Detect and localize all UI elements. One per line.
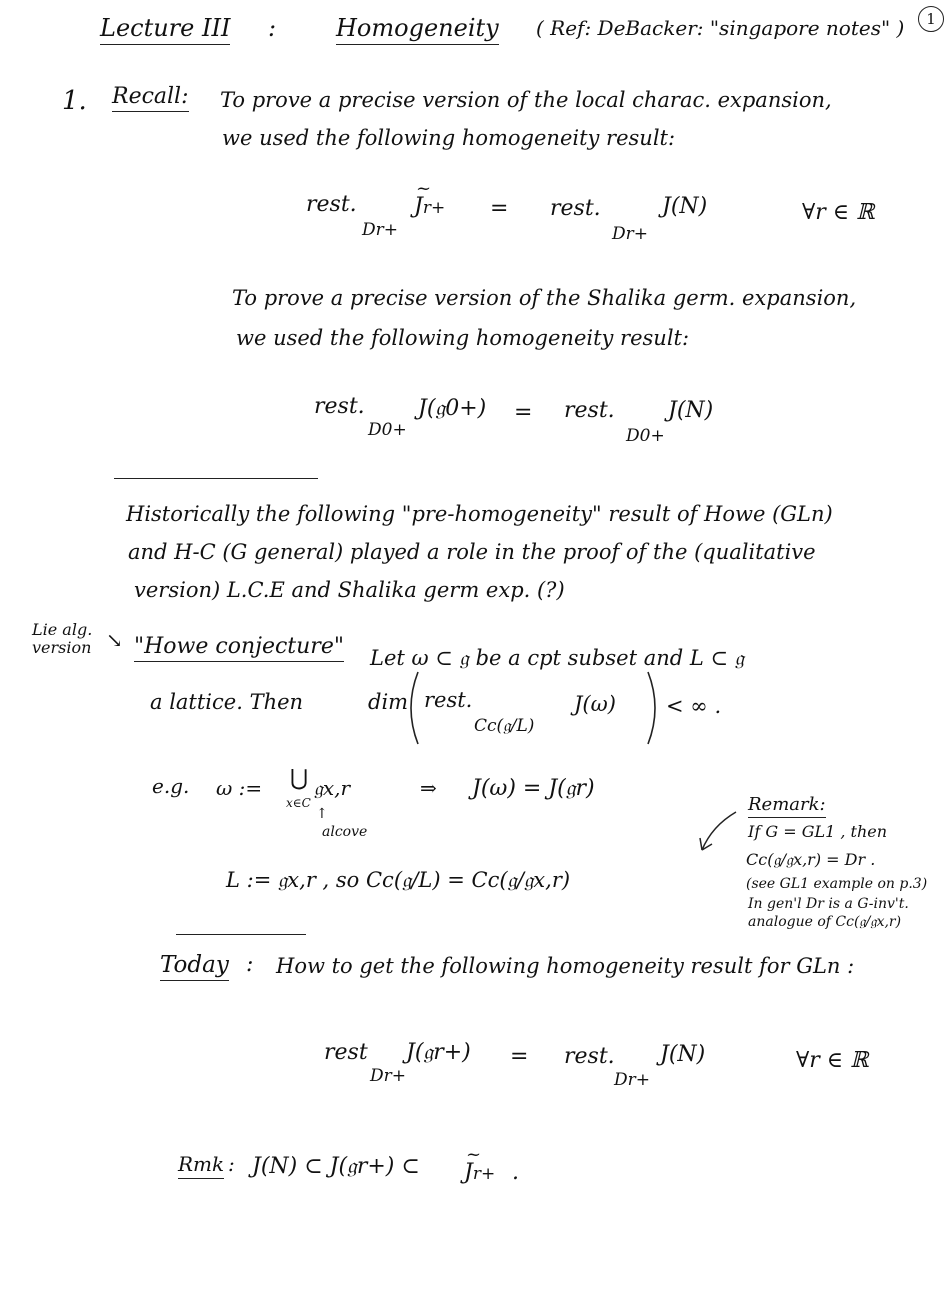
eq3-equals: = [510,1044,529,1069]
remark-line-2: Cc(𝔤/𝔤x,r) = Dr . [746,850,876,869]
eq2-rhs-fn: J(N) [668,398,714,423]
eq1-rhs-sub: Dr+ [612,224,649,244]
howe-rest: rest. [424,688,473,712]
remark-title: Remark: [748,794,826,818]
howe-inequality: < ∞ . [666,694,722,718]
eq2-equals: = [514,400,533,425]
header-colon: : [268,14,277,42]
margin-arrow-icon: ↘ [106,628,123,652]
today-label: Today [160,952,229,981]
eq3-lhs-sub: Dr+ [370,1066,407,1086]
margin-note-1: Lie alg. [32,620,93,639]
divider-2 [176,934,306,935]
example-omega-def: ω := [216,776,263,800]
alcove-label: alcove [322,824,368,840]
howe-statement-1: Let ω ⊂ 𝔤 be a cpt subset and L ⊂ 𝔤 [370,646,745,670]
example-eg: e.g. [152,774,190,798]
remark-line-3: (see GL1 example on p.3) [746,876,928,892]
implies-symbol: ⇒ [420,776,437,800]
rmk-label: Rmk [178,1152,224,1179]
historical-line-3: version) L.C.E and Shalika germ exp. (?) [134,578,565,602]
eq2-lhs-sub: D0+ [368,420,407,440]
eq1-lhs-fn-sub: r+ [422,198,446,218]
remark-line-5: analogue of Cc(𝔤/𝔤x,r) [748,914,902,930]
eq2-rhs-rest: rest. [564,398,615,423]
eq1-lhs-rest: rest. [306,192,357,217]
howe-rest-sub: Cc(𝔤/L) [474,716,535,736]
remark-line-4: In gen'l Dr is a G-inv't. [748,896,909,912]
howe-fn: J(ω) [574,692,616,716]
eq2-lhs-rest: rest. [314,394,365,419]
eq1-lhs-sub: Dr+ [362,220,399,240]
union-body: 𝔤x,r [314,776,351,800]
eq3-lhs-rest: rest [324,1040,368,1065]
eq3-lhs-fn: J(𝔤r+) [406,1040,471,1065]
rmk-tilde-j-letter: ~ J [464,1160,473,1185]
historical-line-2: and H-C (G general) played a role in the proof of the (qualitative [128,540,816,564]
eq2-rhs-sub: D0+ [626,426,665,446]
eq1-quantifier: ∀r ∈ ℝ [802,200,875,225]
eq3-rhs-rest: rest. [564,1044,615,1069]
reference-note: ( Ref: DeBacker: "singapore notes" ) [536,16,905,40]
remark-line-1: If G = GL1 , then [748,822,888,841]
topic-title: Homogeneity [336,14,499,45]
recall-label: Recall: [112,84,189,112]
lecture-title: Lecture III [100,14,230,45]
shalika-line-1: To prove a precise version of the Shalika germ. expansion, [232,286,857,310]
today-text: How to get the following homogeneity result for GLn : [276,954,855,978]
rmk-tilde-j-sub: r+ [472,1164,496,1184]
rmk-tilde-j [464,1160,495,1185]
union-symbol: ⋃ [290,766,309,791]
example-L-def: L := 𝔤x,r , so Cc(𝔤/L) = Cc(𝔤/𝔤x,r) [226,868,571,892]
eq1-rhs-fn: J(N) [662,194,708,219]
eq3-rhs-sub: Dr+ [614,1070,651,1090]
alcove-caret-icon: ↑ [316,806,328,822]
recall-line-1: To prove a precise version of the local charac. expansion, [220,88,832,112]
eq1-lhs-fn-letter: ~ J [414,194,423,219]
eq2-lhs-fn: J(𝔤0+) [418,396,487,421]
margin-note-2: version [32,638,92,657]
eq1-rhs-rest: rest. [550,196,601,221]
eq3-quantifier: ∀r ∈ ℝ [796,1048,869,1073]
rmk-colon: : [228,1152,235,1176]
rmk-text: J(N) ⊂ J(𝔤r+) ⊂ [252,1154,420,1179]
shalika-line-2: we used the following homogeneity result: [236,326,690,350]
howe-conjecture-title: "Howe conjecture" [134,634,344,662]
historical-line-1: Historically the following "pre-homogeneity" result of Howe (GLn) [126,502,833,526]
page-number-value: 1 [926,10,936,28]
section-number: 1. [62,86,87,116]
union-sub: x∈C [286,796,311,810]
today-colon: : [246,952,254,977]
howe-statement-2: a lattice. Then [150,690,304,714]
recall-line-2: we used the following homogeneity result: [222,126,676,150]
eq3-rhs-fn: J(N) [660,1042,706,1067]
eq1-equals: = [490,196,509,221]
howe-dim: dim [368,690,409,714]
rmk-end: . [512,1160,519,1185]
example-result: J(ω) = J(𝔤r) [472,776,595,801]
